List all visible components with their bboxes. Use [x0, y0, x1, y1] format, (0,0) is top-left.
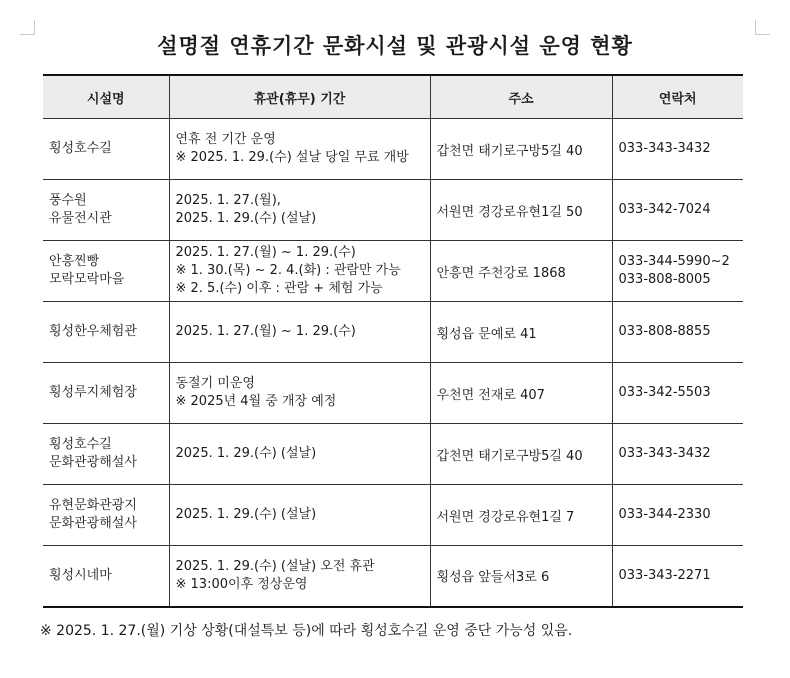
closure-period-cell [169, 485, 430, 546]
closure-period-cell [169, 119, 430, 180]
header-contact: 연락처 [612, 75, 743, 119]
facility-name-cell-line: 횡성한우체험관 [49, 324, 137, 339]
facility-name-cell [43, 119, 169, 180]
footnote: ※ 2025. 1. 27.(월) 기상 상황(대설특보 등)에 따라 횡성호수길 운영 중단 가능성 있음. [40, 623, 573, 639]
facility-name-cell [43, 180, 169, 241]
contact-cell-line: 033-344-5990~2 [618, 254, 730, 269]
closure-period-cell [169, 424, 430, 485]
facility-name-cell-line: 유물전시관 [49, 211, 112, 226]
closure-period-cell-line: 2025. 1. 29.(수) (설날) [175, 211, 317, 226]
facility-name-cell-line: 안흥찐빵 [49, 254, 100, 269]
closure-period-cell [169, 363, 430, 424]
closure-period-cell-line: 2025. 1. 29.(수) (설날) 오전 휴관 [175, 558, 375, 574]
facility-name-cell-line: 유현문화관광지 [49, 498, 137, 513]
facility-name-cell [43, 241, 169, 302]
closure-period-cell-line: ※ 2025년 4월 중 개장 예정 [175, 394, 337, 409]
table-row [43, 241, 743, 302]
closure-period-cell [169, 241, 430, 302]
facility-name-cell-line: 모락모락마을 [49, 272, 125, 287]
facility-name-cell [43, 302, 169, 363]
contact-cell-line: 033-808-8005 [618, 272, 711, 287]
contact-cell-line: 033-344-2330 [618, 507, 711, 522]
contact-cell [612, 485, 743, 546]
document-title: 설명절 연휴기간 문화시설 및 관광시설 운영 현황 [157, 34, 633, 58]
closure-period-cell [169, 180, 430, 241]
table-row [43, 119, 743, 180]
closure-period-cell-line: 2025. 1. 27.(월) ~ 1. 29.(수) [175, 245, 356, 260]
header-address: 주소 [430, 75, 612, 119]
contact-cell [612, 180, 743, 241]
contact-cell [612, 424, 743, 485]
address-cell: 서원면 경강로유현1길 7 [430, 485, 612, 546]
header-facility-name: 시설명 [43, 75, 169, 119]
table-body [43, 119, 743, 607]
header-closure-period: 휴관(휴무) 기간 [169, 75, 430, 119]
closure-period-cell-line: 2025. 1. 27.(월) ~ 1. 29.(수) [175, 324, 356, 339]
contact-cell [612, 546, 743, 607]
closure-period-cell-line: ※ 1. 30.(목) ~ 2. 4.(화) : 관람만 가능 [175, 263, 401, 278]
contact-cell-line: 033-343-3432 [618, 141, 711, 156]
table-row [43, 302, 743, 363]
contact-cell-line: 033-343-2271 [618, 567, 711, 583]
closure-period-cell-line: 2025. 1. 29.(수) (설날) [175, 446, 317, 461]
contact-cell-line: 033-808-8855 [618, 324, 711, 339]
contact-cell-line: 033-342-7024 [618, 202, 711, 217]
table-header-row [43, 75, 743, 119]
table-row [43, 546, 743, 607]
closure-period-cell-line: 2025. 1. 29.(수) (설날) [175, 507, 317, 522]
contact-cell [612, 241, 743, 302]
contact-cell-line: 033-343-3432 [618, 446, 711, 461]
closure-period-cell [169, 546, 430, 607]
contact-cell [612, 119, 743, 180]
address-cell: 갑천면 태기로구방5길 40 [430, 424, 612, 485]
closure-period-cell-line: 2025. 1. 27.(월), [175, 193, 281, 208]
facility-name-cell-line: 문화관광해설사 [49, 455, 137, 470]
address-cell: 횡성읍 앞들서3로 6 [430, 546, 612, 607]
facility-name-cell [43, 363, 169, 424]
address-cell: 갑천면 태기로구방5길 40 [430, 119, 612, 180]
facility-name-cell [43, 424, 169, 485]
closure-period-cell-line: 동절기 미운영 [175, 376, 255, 391]
table-row [43, 180, 743, 241]
facility-name-cell-line: 횡성시네마 [49, 567, 112, 583]
table-row [43, 363, 743, 424]
facility-table [43, 74, 743, 608]
closure-period-cell [169, 302, 430, 363]
facility-name-cell-line: 횡성호수길 [49, 437, 112, 452]
table-row [43, 485, 743, 546]
closure-period-cell-line: 연휴 전 기간 운영 [175, 132, 276, 147]
contact-cell-line: 033-342-5503 [618, 385, 711, 400]
address-cell: 서원면 경강로유현1길 50 [430, 180, 612, 241]
address-cell: 우천면 전재로 407 [430, 363, 612, 424]
table-row [43, 424, 743, 485]
contact-cell [612, 363, 743, 424]
facility-name-cell [43, 485, 169, 546]
facility-name-cell-line: 문화관광해설사 [49, 516, 137, 531]
address-cell: 안흥면 주천강로 1868 [430, 241, 612, 302]
facility-name-cell-line: 횡성루지체험장 [49, 385, 137, 400]
address-cell: 횡성읍 문예로 41 [430, 302, 612, 363]
contact-cell [612, 302, 743, 363]
facility-name-cell [43, 546, 169, 607]
closure-period-cell-line: ※ 2025. 1. 29.(수) 설날 당일 무료 개방 [175, 150, 409, 165]
closure-period-cell-line: ※ 2. 5.(수) 이후 : 관람 + 체험 가능 [175, 281, 383, 296]
closure-period-cell-line: ※ 13:00이후 정상운영 [175, 576, 308, 592]
facility-name-cell-line: 횡성호수길 [49, 141, 112, 156]
facility-name-cell-line: 풍수원 [49, 193, 87, 208]
